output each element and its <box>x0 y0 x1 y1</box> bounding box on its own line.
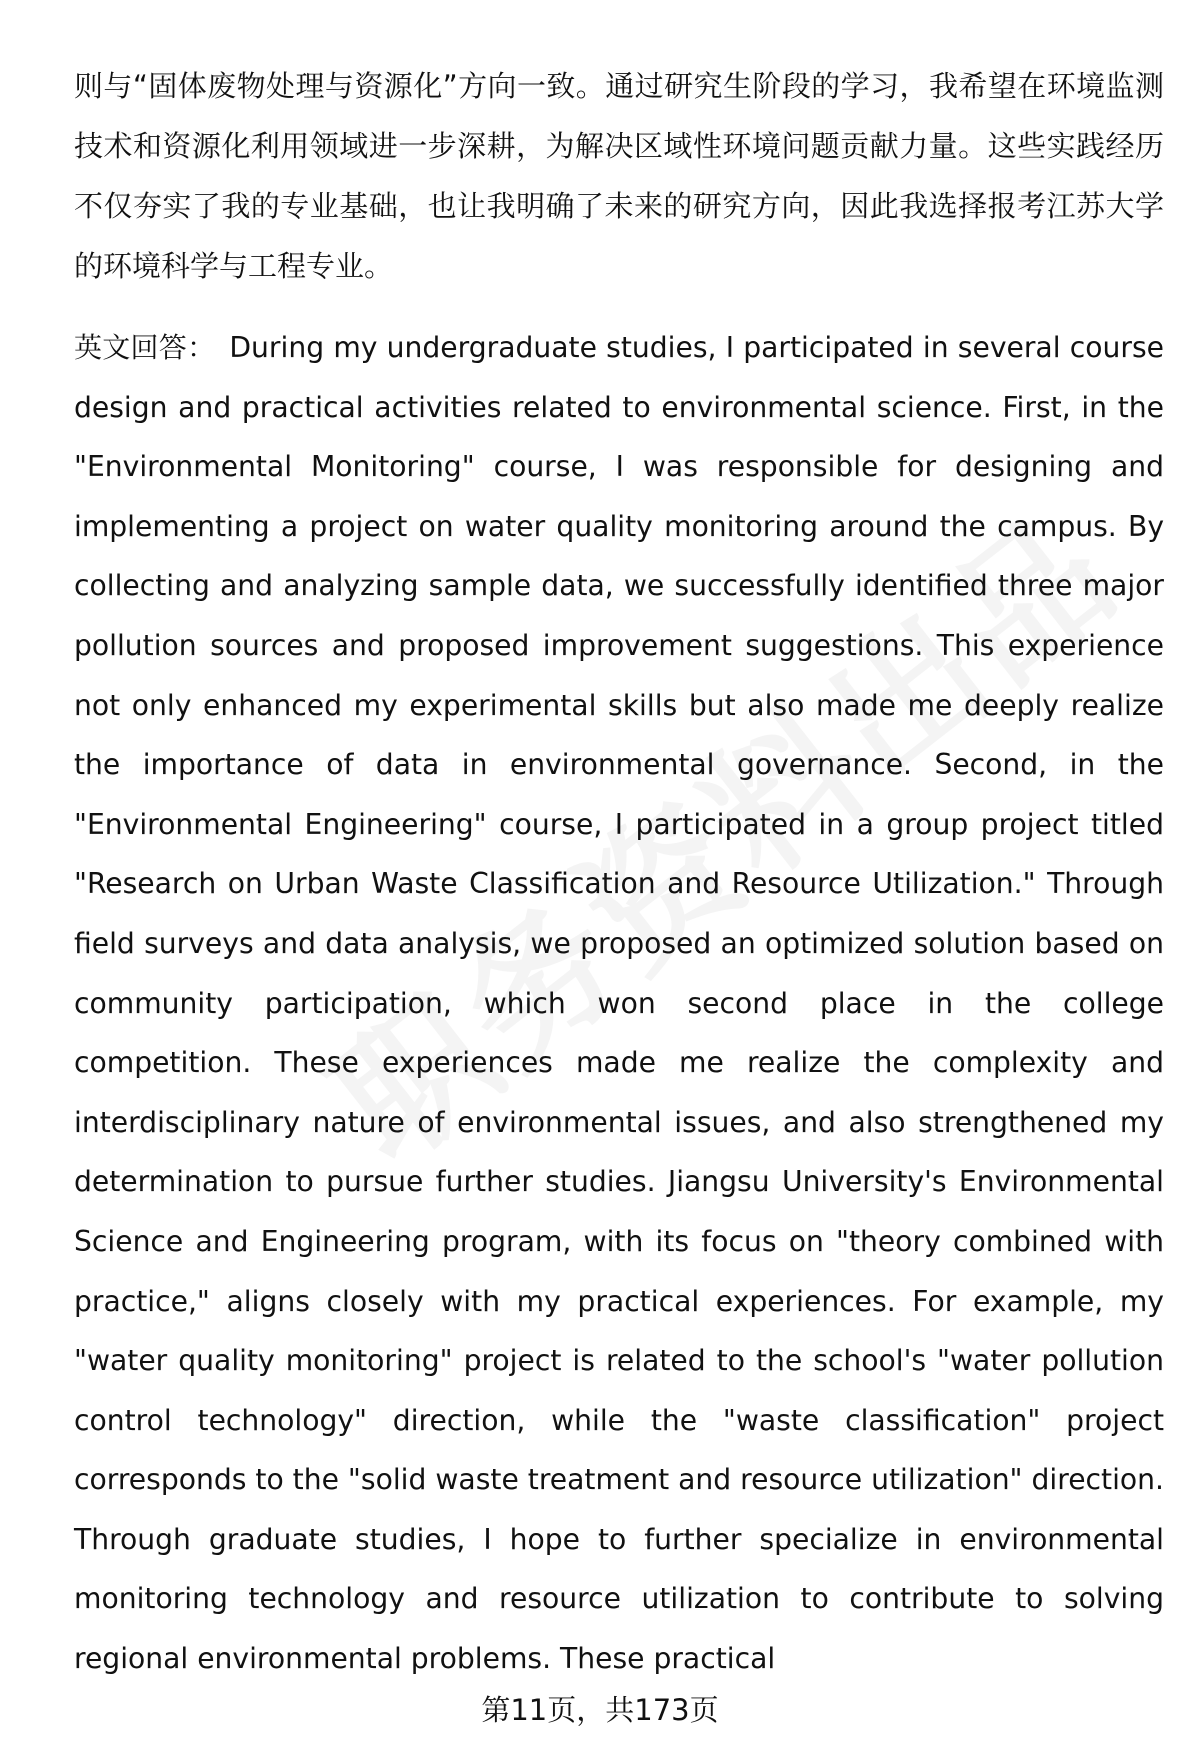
chinese-paragraph: 则与“固体废物处理与资源化”方向一致。通过研究生阶段的学习，我希望在环境监测技术和资源化利用领域进一步深耕，为解决区域性环境问题贡献力量。这些实践经历不仅夯实了我的专业基础，也让我明确了未来的研究方向，因此我选择报考江苏大学的环境科学与工程专业。 <box>74 69 1164 283</box>
english-answer-text: During my undergraduate studies, I participated in several course design and practical activities related to environmental science. First, in the "Environmental Monitoring" course, I was responsible for designing and implementing a project on water quality monitoring around the campus. By collecting and analyzing sample data, we successfully identified three major pollution sources and proposed improvement suggestions. This experience not only enhanced my experimental skills but also made me deeply realize the importance of data in environmental governance. Second, in the "Environmental Engineering" course, I participated in a group project titled "Research on Urban Waste Classification and Resource Utilization." Through field surveys and data analysis, we proposed an optimized solution based on community participation, which won second place in the college competition. These experiences made me realize the complexity and interdisciplinary nature of environmental issues, and also strengthened my determination to pursue further studies. Jiangsu University's Environmental Science and Engineering program, with its focus on "theory combined with practice," aligns closely with my practical experiences. For example, my "water quality monitoring" project is related to the school's "water pollution control technology" direction, while the "waste classification" project corresponds to the "solid waste treatment and resource utilization" direction. Through graduate studies, I hope to further specialize in environmental monitoring technology and resource utilization to contribute to solving regional environmental problems. These practical <box>74 331 1164 1676</box>
english-answer-paragraph <box>74 318 1164 1689</box>
page-number-footer: 第11页，共173页 <box>481 1693 719 1727</box>
page-content <box>74 56 1164 1689</box>
english-answer-label: 英文回答： <box>74 331 216 364</box>
